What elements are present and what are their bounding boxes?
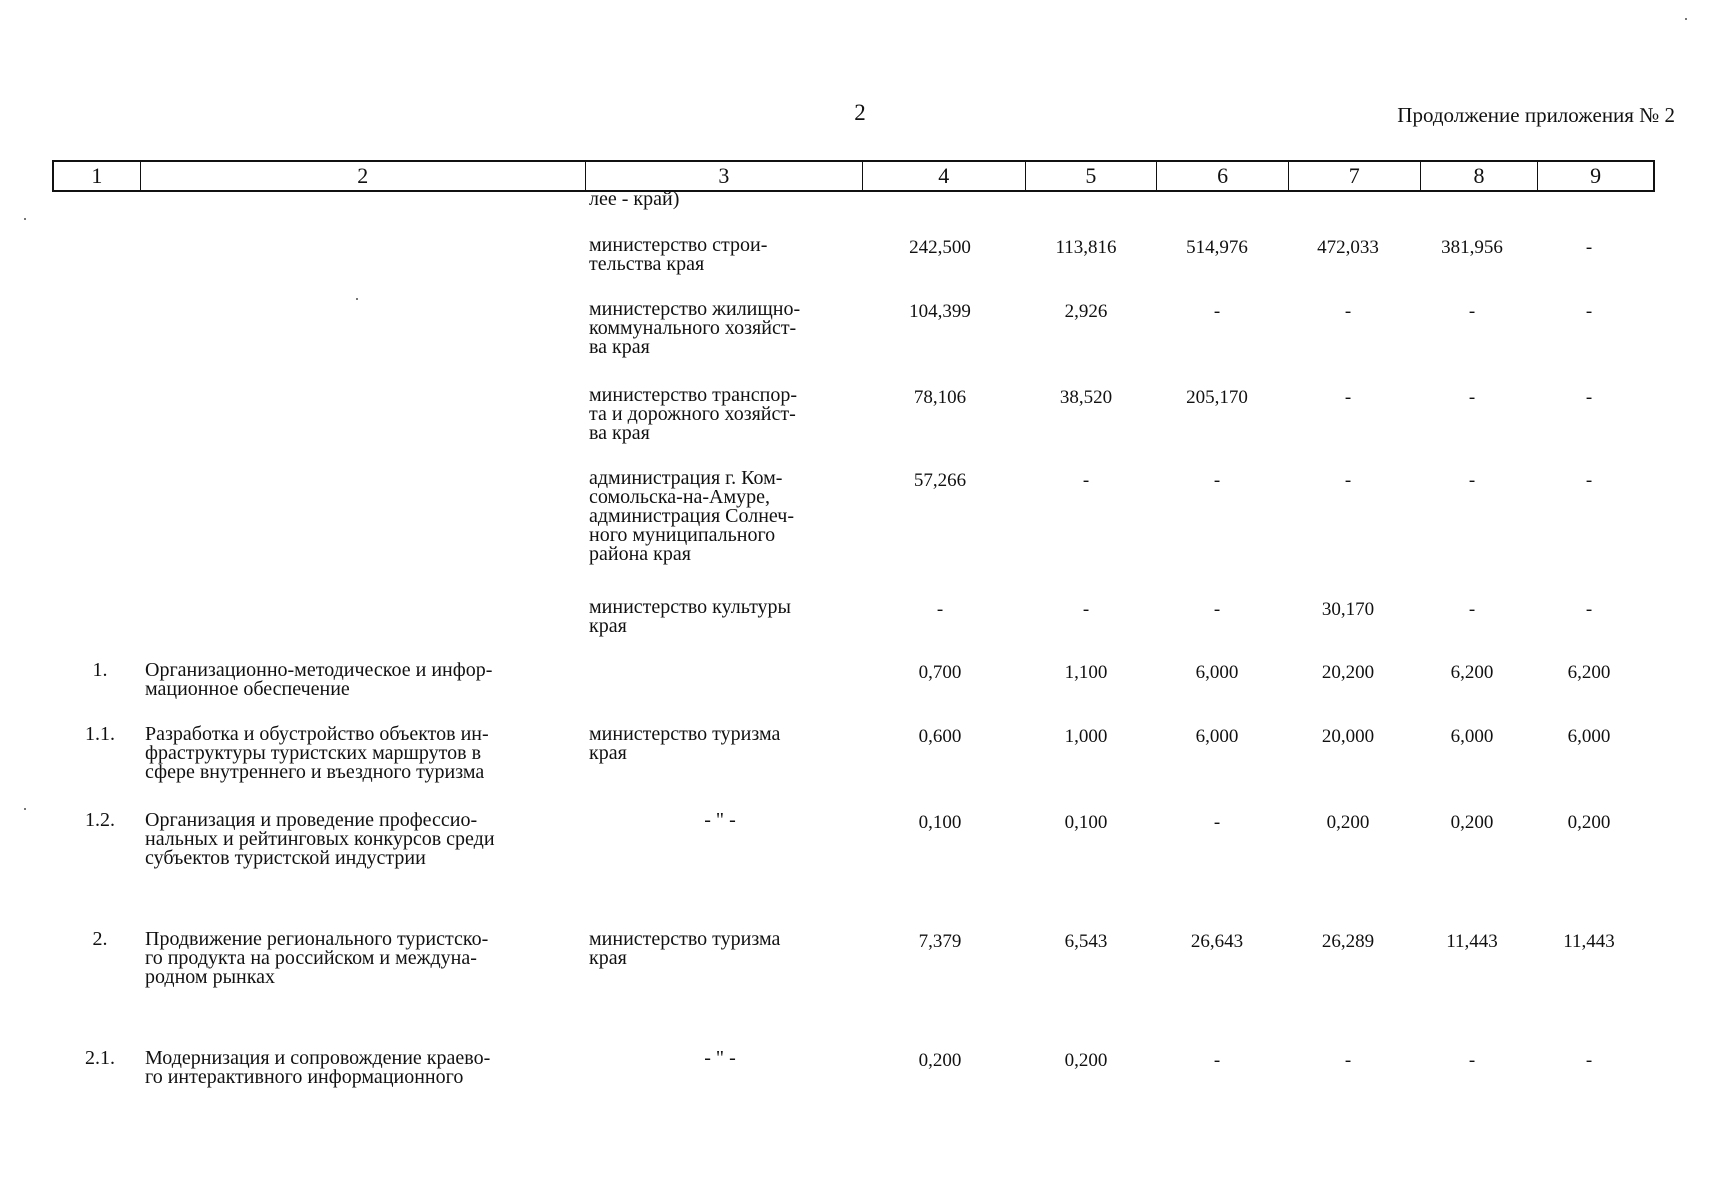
row-number: 2. bbox=[92, 928, 108, 950]
row-number: 1. bbox=[92, 659, 108, 681]
continuation-text: лее - край) bbox=[589, 188, 680, 210]
value-cell: - bbox=[1585, 387, 1593, 408]
agency-cell: - " - bbox=[704, 1047, 736, 1069]
header-col-3: 3 bbox=[586, 162, 863, 190]
value-cell: - bbox=[1344, 301, 1352, 322]
value-cell: - bbox=[1468, 387, 1476, 408]
value-cell: - bbox=[1213, 599, 1221, 620]
value-cell: 20,200 bbox=[1321, 662, 1375, 683]
agency-cell: администрация г. Ком- сомольска-на-Амуре, администрация Солнеч- ного муниципального района края bbox=[589, 467, 795, 565]
value-cell: 0,100 bbox=[918, 812, 962, 833]
agency-cell: министерство туризма края bbox=[589, 723, 781, 764]
value-cell: 0,200 bbox=[1450, 812, 1494, 833]
value-cell: - bbox=[1213, 812, 1221, 833]
header-col-2: 2 bbox=[141, 162, 586, 190]
value-cell: - bbox=[1585, 301, 1593, 322]
row-number: 1.2. bbox=[85, 809, 115, 831]
value-cell: 78,106 bbox=[913, 387, 967, 408]
value-cell: 38,520 bbox=[1059, 387, 1113, 408]
value-cell: 104,399 bbox=[909, 301, 971, 322]
value-cell: 0,200 bbox=[1567, 812, 1611, 833]
value-cell: 11,443 bbox=[1563, 931, 1615, 952]
value-cell: - bbox=[936, 599, 944, 620]
value-cell: 6,000 bbox=[1195, 662, 1239, 683]
value-cell: - bbox=[1468, 301, 1476, 322]
value-cell: 30,170 bbox=[1321, 599, 1375, 620]
value-cell: 0,200 bbox=[918, 1050, 962, 1071]
value-cell: 6,000 bbox=[1567, 726, 1611, 747]
value-cell: 26,643 bbox=[1190, 931, 1244, 952]
value-cell: 514,976 bbox=[1186, 237, 1248, 258]
value-cell: 472,033 bbox=[1317, 237, 1379, 258]
scan-speck bbox=[24, 218, 26, 220]
header-col-6: 6 bbox=[1157, 162, 1289, 190]
value-cell: - bbox=[1585, 1050, 1593, 1071]
value-cell: 1,000 bbox=[1064, 726, 1108, 747]
value-cell: 0,200 bbox=[1064, 1050, 1108, 1071]
page-number: 2 bbox=[854, 100, 866, 125]
row-name: Организационно-методическое и инфор- мационное обеспечение bbox=[145, 659, 493, 700]
value-cell: - bbox=[1468, 599, 1476, 620]
value-cell: 6,200 bbox=[1450, 662, 1494, 683]
agency-cell: - " - bbox=[704, 809, 736, 831]
value-cell: 6,000 bbox=[1450, 726, 1494, 747]
value-cell: 113,816 bbox=[1055, 237, 1117, 258]
value-cell: 6,000 bbox=[1195, 726, 1239, 747]
table-header-row bbox=[52, 160, 1655, 192]
value-cell: 2,926 bbox=[1064, 301, 1108, 322]
agency-cell: министерство строи- тельства края bbox=[589, 234, 768, 275]
row-name: Организация и проведение профессио- нальных и рейтинговых конкурсов среди субъектов туристской индустрии bbox=[145, 809, 495, 869]
header-col-9: 9 bbox=[1590, 163, 1602, 188]
value-cell: 11,443 bbox=[1446, 931, 1498, 952]
value-cell: - bbox=[1082, 470, 1090, 491]
value-cell: 0,700 bbox=[918, 662, 962, 683]
header-col-1: 1 bbox=[54, 162, 141, 190]
value-cell: 242,500 bbox=[909, 237, 971, 258]
agency-cell: министерство жилищно- коммунального хозяйст- ва края bbox=[589, 298, 801, 358]
value-cell: 20,000 bbox=[1321, 726, 1375, 747]
value-cell: - bbox=[1585, 470, 1593, 491]
value-cell: - bbox=[1213, 470, 1221, 491]
scan-speck bbox=[24, 808, 26, 810]
agency-cell: министерство культуры края bbox=[589, 596, 791, 637]
value-cell: 6,543 bbox=[1064, 931, 1108, 952]
row-name: Продвижение регионального туристско- го продукта на российском и междуна- родном рынках bbox=[145, 928, 489, 988]
row-number: 2.1. bbox=[85, 1047, 115, 1069]
value-cell: - bbox=[1082, 599, 1090, 620]
value-cell: 0,200 bbox=[1326, 812, 1370, 833]
value-cell: 0,600 bbox=[918, 726, 962, 747]
header-col-8: 8 bbox=[1421, 162, 1539, 190]
value-cell: 205,170 bbox=[1186, 387, 1248, 408]
value-cell: 26,289 bbox=[1321, 931, 1375, 952]
value-cell: - bbox=[1344, 470, 1352, 491]
value-cell: 381,956 bbox=[1441, 237, 1503, 258]
header-col-7: 7 bbox=[1289, 162, 1421, 190]
value-cell: - bbox=[1585, 599, 1593, 620]
row-name: Модернизация и сопровождение краево- го интерактивного информационного bbox=[145, 1047, 491, 1088]
value-cell: - bbox=[1344, 387, 1352, 408]
value-cell: - bbox=[1468, 470, 1476, 491]
scan-speck bbox=[1685, 18, 1687, 20]
row-number: 1.1. bbox=[85, 723, 115, 745]
header-col-4: 4 bbox=[863, 162, 1026, 190]
appendix-label: Продолжение приложения № 2 bbox=[1397, 103, 1675, 127]
value-cell: - bbox=[1213, 1050, 1221, 1071]
value-cell: 1,100 bbox=[1064, 662, 1108, 683]
value-cell: - bbox=[1213, 301, 1221, 322]
scan-speck bbox=[356, 298, 358, 300]
agency-cell: министерство туризма края bbox=[589, 928, 781, 969]
header-col-5: 5 bbox=[1026, 162, 1158, 190]
row-name: Разработка и обустройство объектов ин- фраструктуры туристских маршрутов в сфере внутреннего и въездного туризма bbox=[145, 723, 489, 783]
value-cell: 7,379 bbox=[918, 931, 962, 952]
value-cell: - bbox=[1344, 1050, 1352, 1071]
value-cell: 57,266 bbox=[913, 470, 967, 491]
value-cell: 6,200 bbox=[1567, 662, 1611, 683]
value-cell: 0,100 bbox=[1064, 812, 1108, 833]
agency-cell: министерство транспор- та и дорожного хозяйст- ва края bbox=[589, 384, 797, 444]
value-cell: - bbox=[1585, 237, 1593, 258]
value-cell: - bbox=[1468, 1050, 1476, 1071]
